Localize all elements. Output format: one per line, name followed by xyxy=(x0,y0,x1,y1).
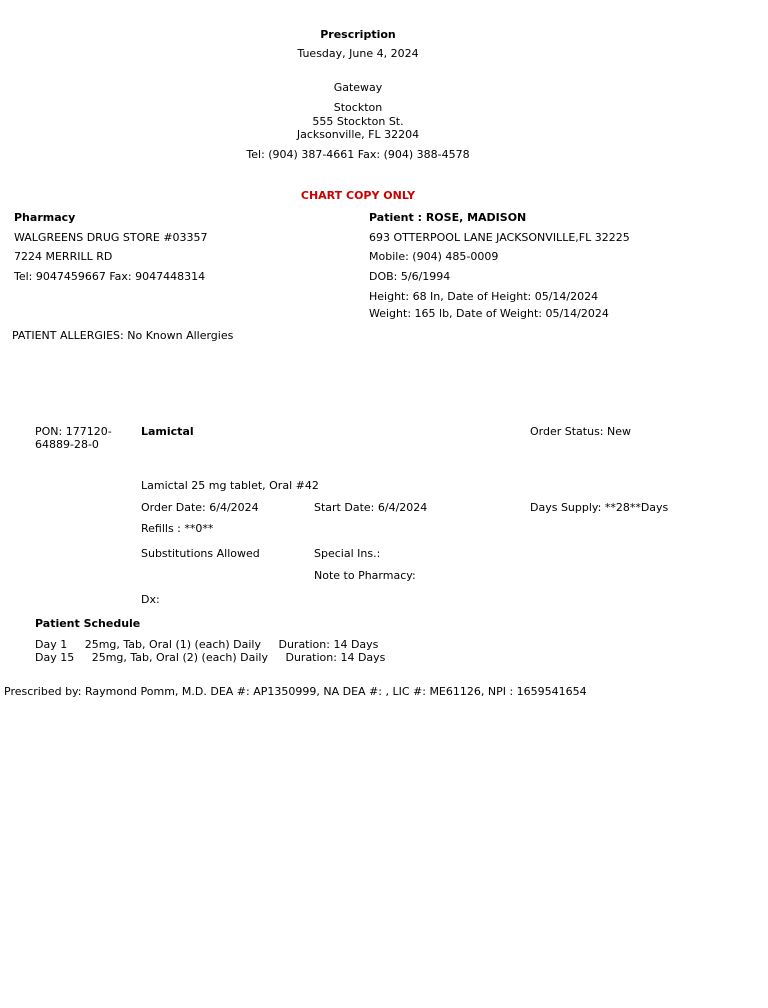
patient-height: Height: 68 In, Date of Height: 05/14/2024 xyxy=(369,290,599,303)
drug-name: Lamictal xyxy=(141,425,194,438)
drug-description: Lamictal 25 mg tablet, Oral #42 xyxy=(141,479,319,492)
patient-allergies: PATIENT ALLERGIES: No Known Allergies xyxy=(12,329,234,342)
patient-weight: Weight: 165 lb, Date of Weight: 05/14/2024 xyxy=(369,307,609,320)
order-date: Order Date: 6/4/2024 xyxy=(141,501,259,514)
order-status: Order Status: New xyxy=(530,425,632,438)
order-pon: PON: 177120-64889-28-0 xyxy=(35,425,112,451)
note-to-pharmacy: Note to Pharmacy: xyxy=(314,569,416,582)
refills: Refills : **0** xyxy=(141,522,214,535)
patient-heading: Patient : ROSE, MADISON xyxy=(369,211,527,224)
clinic-street: 555 Stockton St. xyxy=(312,115,404,128)
document-title: Prescription xyxy=(320,28,396,41)
document-date: Tuesday, June 4, 2024 xyxy=(297,47,419,60)
patient-mobile: Mobile: (904) 485-0009 xyxy=(369,250,499,263)
start-date: Start Date: 6/4/2024 xyxy=(314,501,428,514)
clinic-location: Stockton xyxy=(333,101,383,114)
patient-dob: DOB: 5/6/1994 xyxy=(369,270,451,283)
clinic-name: Gateway xyxy=(333,81,383,94)
pharmacy-address: 7224 MERRILL RD xyxy=(14,250,113,263)
schedule-row: Day 15 25mg, Tab, Oral (2) (each) Daily Duration: 14 Days xyxy=(35,651,386,664)
schedule-heading: Patient Schedule xyxy=(35,617,141,630)
pharmacy-name: WALGREENS DRUG STORE #03357 xyxy=(14,231,208,244)
clinic-city: Jacksonville, FL 32204 xyxy=(296,128,420,141)
schedule-row: Day 1 25mg, Tab, Oral (1) (each) Daily Duration: 14 Days xyxy=(35,638,379,651)
clinic-phone: Tel: (904) 387-4661 Fax: (904) 388-4578 xyxy=(246,148,470,161)
patient-address: 693 OTTERPOOL LANE JACKSONVILLE,FL 32225 xyxy=(369,231,630,244)
days-supply: Days Supply: **28**Days xyxy=(530,501,669,514)
chart-copy-label: CHART COPY ONLY xyxy=(300,189,416,202)
special-instructions: Special Ins.: xyxy=(314,547,381,560)
substitutions: Substitutions Allowed xyxy=(141,547,260,560)
prescriber-info: Prescribed by: Raymond Pomm, M.D. DEA #: AP1350999, NA DEA #: , LIC #: ME61126, NPI : 1659541654 xyxy=(4,685,587,698)
diagnosis: Dx: xyxy=(141,593,160,606)
pharmacy-heading: Pharmacy xyxy=(14,211,76,224)
pharmacy-phone: Tel: 9047459667 Fax: 9047448314 xyxy=(14,270,206,283)
